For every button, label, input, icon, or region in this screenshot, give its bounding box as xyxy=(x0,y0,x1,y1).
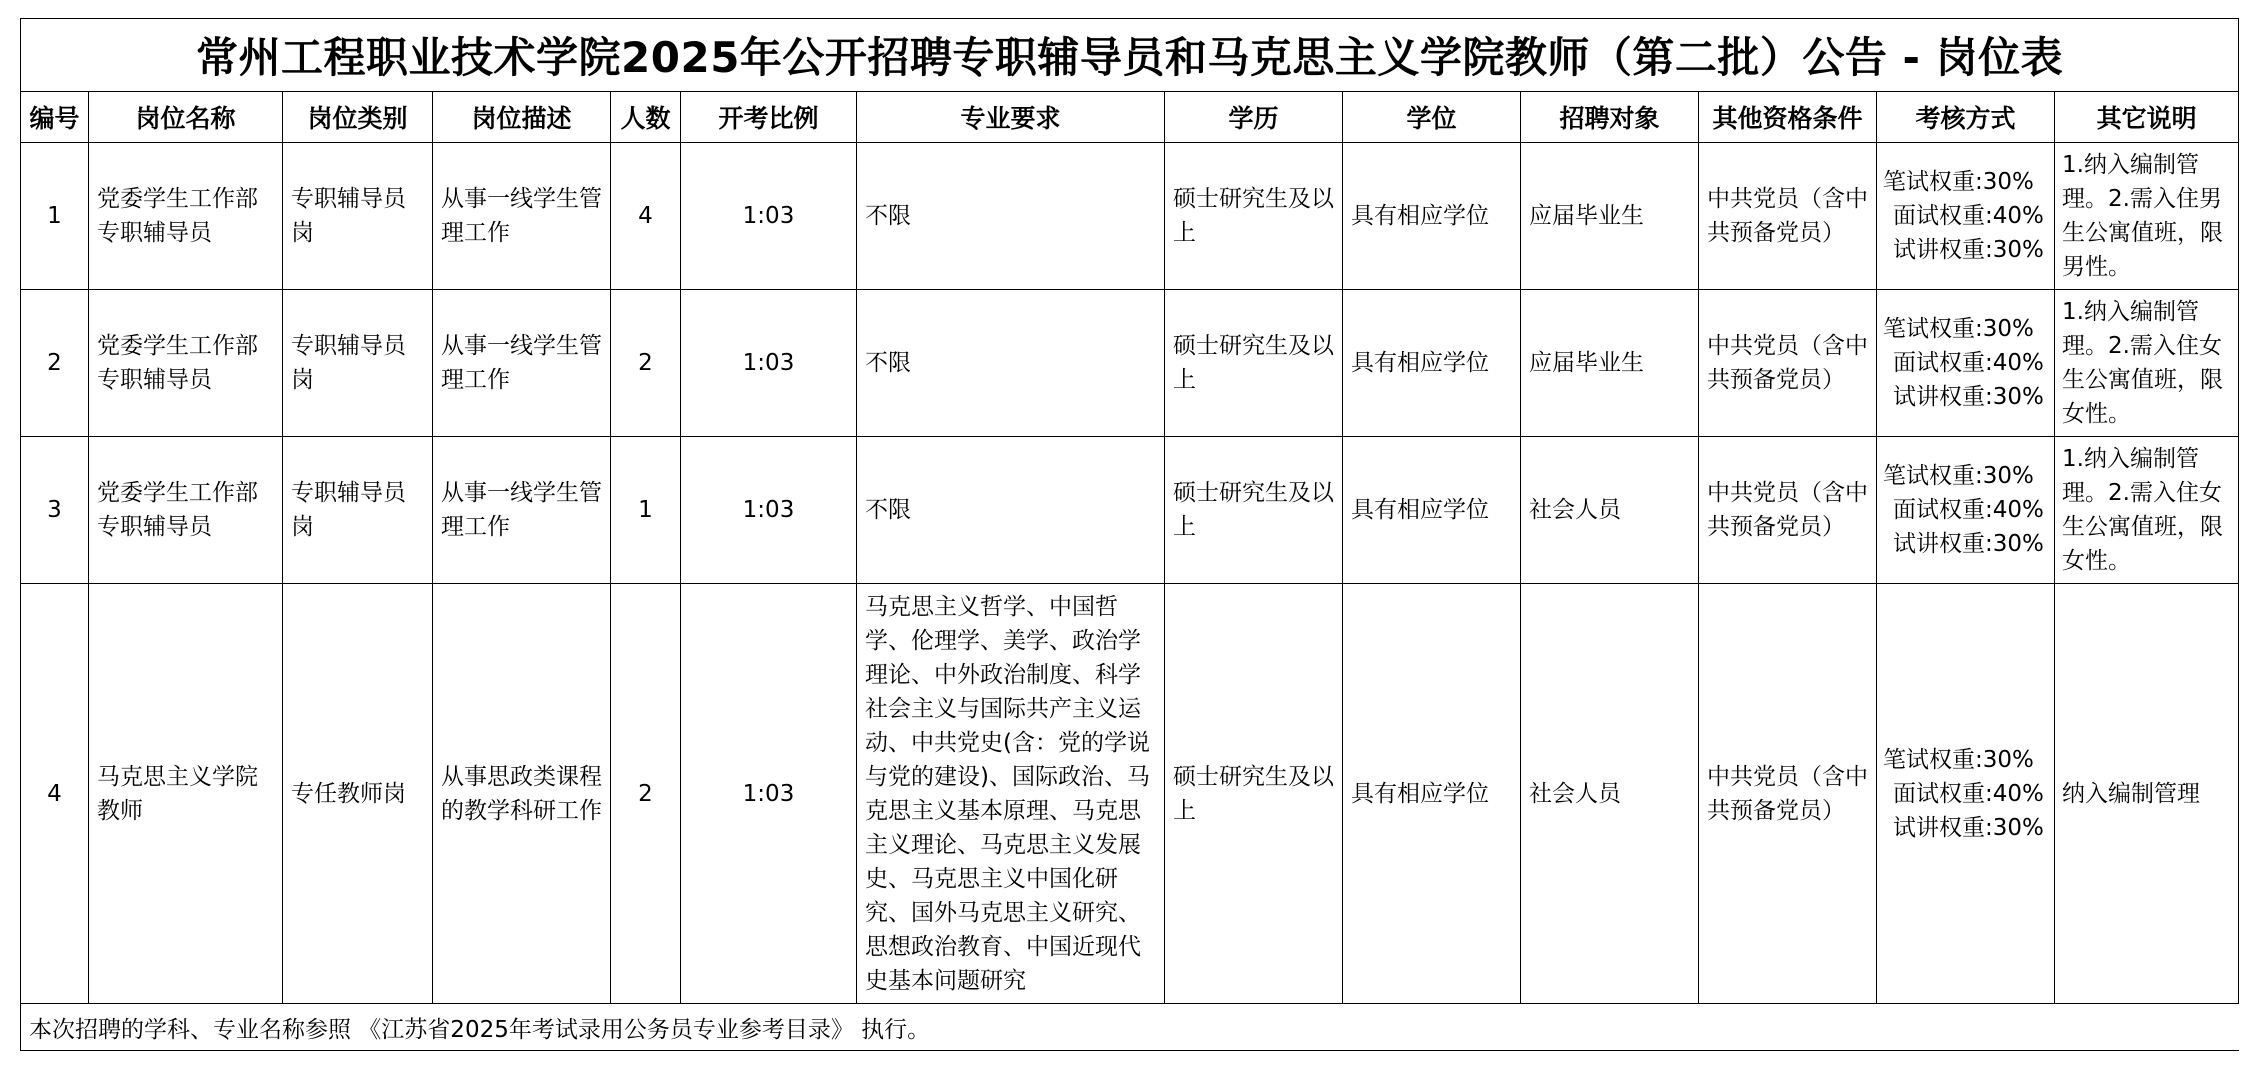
cell-ratio: 1:03 xyxy=(681,584,857,1004)
cell-degree: 具有相应学位 xyxy=(1343,290,1521,437)
position-table xyxy=(20,18,2239,1051)
exam-interview-weight: 面试权重:40% xyxy=(1893,203,2044,229)
cell-target: 社会人员 xyxy=(1521,437,1699,584)
table-row xyxy=(21,437,2239,584)
col-header-major: 专业要求 xyxy=(857,92,1165,143)
exam-interview-weight: 面试权重:40% xyxy=(1893,497,2044,523)
cell-exam xyxy=(1877,290,2055,437)
col-header-no: 编号 xyxy=(21,92,89,143)
cell-target: 社会人员 xyxy=(1521,584,1699,1004)
cell-education: 硕士研究生及以上 xyxy=(1165,290,1343,437)
cell-no: 4 xyxy=(21,584,89,1004)
cell-note: 1.纳入编制管理。2.需入住女生公寓值班，限女性。 xyxy=(2055,437,2239,584)
header-row xyxy=(21,92,2239,143)
cell-category: 专职辅导员岗 xyxy=(283,437,433,584)
cell-name: 党委学生工作部专职辅导员 xyxy=(89,437,283,584)
exam-interview-weight: 面试权重:40% xyxy=(1893,350,2044,376)
exam-interview-weight: 面试权重:40% xyxy=(1893,780,2044,807)
col-header-degree: 学位 xyxy=(1343,92,1521,143)
cell-qualification: 中共党员（含中共预备党员） xyxy=(1699,584,1877,1004)
table-row xyxy=(21,290,2239,437)
cell-count: 2 xyxy=(611,584,681,1004)
cell-qualification: 中共党员（含中共预备党员） xyxy=(1699,143,1877,290)
exam-lecture-weight: 试讲权重:30% xyxy=(1893,814,2044,841)
cell-description: 从事一线学生管理工作 xyxy=(433,437,611,584)
cell-qualification: 中共党员（含中共预备党员） xyxy=(1699,437,1877,584)
cell-count: 1 xyxy=(611,437,681,584)
cell-qualification: 中共党员（含中共预备党员） xyxy=(1699,290,1877,437)
col-header-qualification: 其他资格条件 xyxy=(1699,92,1877,143)
exam-written-weight: 笔试权重:30% xyxy=(1883,169,2034,195)
exam-written-weight: 笔试权重:30% xyxy=(1883,316,2034,342)
cell-degree: 具有相应学位 xyxy=(1343,143,1521,290)
col-header-education: 学历 xyxy=(1165,92,1343,143)
cell-exam xyxy=(1877,584,2055,1004)
cell-target: 应届毕业生 xyxy=(1521,290,1699,437)
position-table-sheet xyxy=(20,18,2238,1051)
cell-category: 专职辅导员岗 xyxy=(283,143,433,290)
exam-written-weight: 笔试权重:30% xyxy=(1883,463,2034,489)
cell-ratio: 1:03 xyxy=(681,290,857,437)
col-header-count: 人数 xyxy=(611,92,681,143)
cell-exam xyxy=(1877,143,2055,290)
cell-target: 应届毕业生 xyxy=(1521,143,1699,290)
footer-note: 本次招聘的学科、专业名称参照 《江苏省2025年考试录用公务员专业参考目录》 执行。 xyxy=(21,1004,2239,1051)
cell-no: 3 xyxy=(21,437,89,584)
cell-note: 1.纳入编制管理。2.需入住女生公寓值班，限女性。 xyxy=(2055,290,2239,437)
cell-category: 专职辅导员岗 xyxy=(283,290,433,437)
cell-degree: 具有相应学位 xyxy=(1343,437,1521,584)
cell-description: 从事一线学生管理工作 xyxy=(433,143,611,290)
cell-ratio: 1:03 xyxy=(681,437,857,584)
table-row xyxy=(21,584,2239,1004)
cell-major: 不限 xyxy=(857,290,1165,437)
cell-name: 马克思主义学院教师 xyxy=(89,584,283,1004)
cell-note: 纳入编制管理 xyxy=(2055,584,2239,1004)
cell-count: 4 xyxy=(611,143,681,290)
table-title: 常州工程职业技术学院2025年公开招聘专职辅导员和马克思主义学院教师（第二批）公告 - 岗位表 xyxy=(21,19,2239,92)
cell-category: 专任教师岗 xyxy=(283,584,433,1004)
exam-lecture-weight: 试讲权重:30% xyxy=(1893,384,2044,410)
col-header-name: 岗位名称 xyxy=(89,92,283,143)
cell-note: 1.纳入编制管理。2.需入住男生公寓值班，限男性。 xyxy=(2055,143,2239,290)
col-header-ratio: 开考比例 xyxy=(681,92,857,143)
cell-education: 硕士研究生及以上 xyxy=(1165,437,1343,584)
cell-education: 硕士研究生及以上 xyxy=(1165,584,1343,1004)
exam-written-weight: 笔试权重:30% xyxy=(1883,746,2034,773)
cell-degree: 具有相应学位 xyxy=(1343,584,1521,1004)
cell-major: 马克思主义哲学、中国哲学、伦理学、美学、政治学理论、中外政治制度、科学社会主义与国际共产主义运动、中共党史(含：党的学说与党的建设)、国际政治、马克思主义基本原理、马克思主义理论、马克思主义发展史、马克思主义中国化研究、国外马克思主义研究、思想政治教育、中国近现代史基本问题研究 xyxy=(857,584,1165,1004)
table-row xyxy=(21,143,2239,290)
exam-lecture-weight: 试讲权重:30% xyxy=(1893,237,2044,263)
cell-name: 党委学生工作部专职辅导员 xyxy=(89,290,283,437)
col-header-target: 招聘对象 xyxy=(1521,92,1699,143)
cell-no: 1 xyxy=(21,143,89,290)
col-header-description: 岗位描述 xyxy=(433,92,611,143)
cell-description: 从事思政类课程的教学科研工作 xyxy=(433,584,611,1004)
cell-description: 从事一线学生管理工作 xyxy=(433,290,611,437)
col-header-note: 其它说明 xyxy=(2055,92,2239,143)
cell-ratio: 1:03 xyxy=(681,143,857,290)
exam-lecture-weight: 试讲权重:30% xyxy=(1893,531,2044,557)
footer-row xyxy=(21,1004,2239,1051)
col-header-exam: 考核方式 xyxy=(1877,92,2055,143)
cell-count: 2 xyxy=(611,290,681,437)
cell-education: 硕士研究生及以上 xyxy=(1165,143,1343,290)
cell-major: 不限 xyxy=(857,437,1165,584)
cell-no: 2 xyxy=(21,290,89,437)
col-header-category: 岗位类别 xyxy=(283,92,433,143)
cell-exam xyxy=(1877,437,2055,584)
cell-name: 党委学生工作部专职辅导员 xyxy=(89,143,283,290)
cell-major: 不限 xyxy=(857,143,1165,290)
